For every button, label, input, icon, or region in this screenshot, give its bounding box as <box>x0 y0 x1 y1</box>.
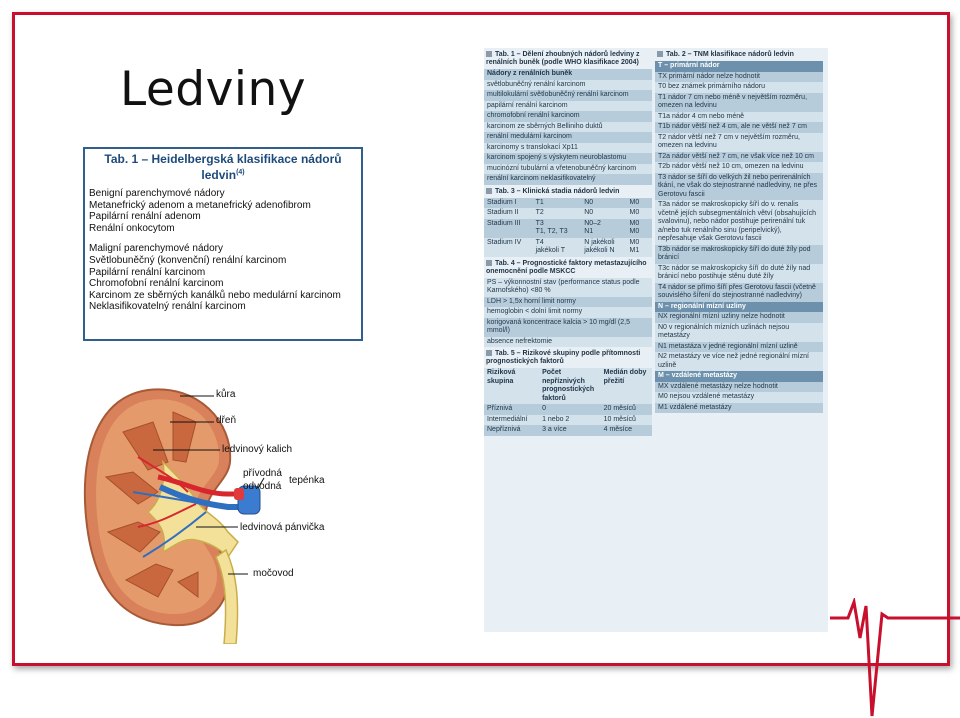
tab5-row <box>484 415 652 426</box>
benign-item: Papilární renální adenom <box>89 211 201 223</box>
tab1-row: karcinom ze sběrných Belliniho duktů <box>484 122 652 133</box>
heidelberg-title: Tab. 1 – Heidelbergská klasifikace nádorů ledvin$^{(4)}$ <box>104 152 342 182</box>
tab3-row-cell: Stadium I <box>487 198 517 206</box>
tab5-row-cell: 0 <box>542 405 546 412</box>
tab2-t-row: T3 nádor se šíří do velkých žil nebo perirenálních tkání, ne však do stejnostranné nadledviny, ne přes Gerotovu fascii <box>655 173 823 201</box>
tab2-n-row: N0 v regionálních mízních uzlinách nejsou metastázy <box>655 323 823 342</box>
tab2-t-row: T2b nádor větší než 10 cm, omezen na ledvinu <box>655 162 823 173</box>
label-mocovod: močovod <box>253 568 294 579</box>
tab2-t-row: TX primární nádor nelze hodnotit <box>655 72 823 83</box>
tab1-row: karcinomy s translokací Xp11 <box>484 143 652 154</box>
malign-item: Světlobuněčný (konvenční) renální karcinom <box>89 254 287 266</box>
tab2-t-row: T2a nádor větší než 7 cm, ne však více než 10 cm <box>655 152 823 163</box>
tab3-row-cell: T1 <box>535 198 544 206</box>
tab2-m-row: MX vzdálené metastázy nelze hodnotit <box>655 382 823 393</box>
tab1-header: Nádory z renálních buněk <box>484 69 652 80</box>
tab1-row: mucinózní tubulární a vřetenobuněčný karcinom <box>484 164 652 175</box>
tab2-m-row: M0 nejsou vzdálené metastázy <box>655 392 823 403</box>
tab2-t-row: T0 bez známek primárního nádoru <box>655 82 823 93</box>
tab5-row-cell: Příznivá <box>487 405 513 412</box>
tab1-row: papilární renální karcinom <box>484 101 652 112</box>
tab3-row-cell: M0 M0 <box>629 219 640 235</box>
malign-item: Papilární renální karcinom <box>89 266 206 278</box>
tab2-n-row: NX regionální mízní uzliny nelze hodnotit <box>655 312 823 323</box>
tab3-row-cell: Stadium II <box>487 209 519 216</box>
tab3-row-cell: T2 <box>535 209 544 216</box>
tab2-n-row: N2 metastázy ve více než jedné regionální mízní uzlině <box>655 352 823 371</box>
tables-left-column <box>484 48 652 436</box>
tab1-row: chromofobní renální karcinom <box>484 111 652 122</box>
heidelberg-ref: (4) <box>236 169 245 176</box>
tab2-m-header: M – vzdálené metastázy <box>655 371 823 382</box>
malign-item: Neklasifikovatelný renální karcinom <box>89 301 246 313</box>
tab3-row-cell: Stadium IV <box>487 238 522 246</box>
tab2-t-row: T4 nádor se přímo šíří přes Gerotovu fascii (včetně souvislého šíření do stejnostranné nadledviny) <box>655 283 823 302</box>
tab3-row-cell: M0 <box>629 198 640 206</box>
label-kalich: ledvinový kalich <box>222 444 293 455</box>
tab3-title: Tab. 3 – Klinická stadia nádorů ledvin <box>484 185 652 198</box>
tab5-table <box>484 368 652 436</box>
heidelberg-classification-box <box>83 147 363 341</box>
tab2-t-row: T2 nádor větší než 7 cm v největším rozměru, omezen na ledvinu <box>655 133 823 152</box>
tab1-title: Tab. 1 – Dělení zhoubných nádorů ledviny z renálních buněk (podle WHO klasifikace 2004) <box>486 51 640 66</box>
tab3-row <box>484 238 652 257</box>
tab2-title: Tab. 2 – TNM klasifikace nádorů ledvin <box>655 48 823 61</box>
tab5-row-cell: 1 nebo 2 <box>542 415 570 423</box>
tab5-row <box>484 404 652 415</box>
tab5-row-cell: Intermediální <box>487 415 528 423</box>
label-panvicka: ledvinová pánvička <box>240 522 325 533</box>
malign-item: Karcinom ze sběrných kanálků nebo medulární karcinom <box>89 289 341 301</box>
tab2-m-rows <box>655 382 823 414</box>
tab3-row-cell: T3 T1, T2, T3 <box>535 219 568 235</box>
tab5-header <box>484 368 652 404</box>
tab2-t-row: T1a nádor 4 cm nebo méně <box>655 112 823 123</box>
tab1-row: světlobuněčný renální karcinom <box>484 80 652 91</box>
tab2-t-row: T3a nádor se makroskopicky šíří do v. renalis včetně jejích subsegmentálních větví (obsahujících svalovinu), nebo nádor postihuje perirenální tuk a/nebo tuk renálního sinu (peripelvický), nepřesahuje však Gerotovu fascii <box>655 200 823 245</box>
tab1-row: renální karcinom neklasifikovatelný <box>484 174 652 185</box>
tab4-row: absence nefrektomie <box>484 337 652 348</box>
tab5-row <box>484 425 652 436</box>
kidney-illustration <box>78 382 340 644</box>
label-kura: kůra <box>216 389 236 400</box>
tab5-row-cell: 20 měsíců <box>603 405 636 412</box>
tab2-t-row: T3b nádor se makroskopicky šíří do duté žíly pod bránicí <box>655 245 823 264</box>
tab3-row-cell: M0 <box>629 209 640 216</box>
slide-title: Ledviny <box>120 62 307 117</box>
tab4-row: PS – výkonnostní stav (performance status podle Karnofského) <80 % <box>484 278 652 297</box>
tab4-row: hemoglobin < dolní limit normy <box>484 307 652 318</box>
tab5-row-cell: 10 měsíců <box>603 415 636 423</box>
tab3-row-cell: N0 <box>584 198 594 206</box>
tab1-row: renální medulární karcinom <box>484 132 652 143</box>
tab2-n-header: N – regionální mízní uzliny <box>655 302 823 313</box>
tab3-row-cell: N0 <box>584 209 594 216</box>
tables-right-column <box>655 48 823 413</box>
tab3-row <box>484 219 652 238</box>
benign-heading: Benigní parenchymové nádory <box>89 188 225 199</box>
tables-panel <box>484 48 828 632</box>
tab5-header-cell: Medián doby přežití <box>603 369 647 385</box>
tab5-header-cell: Počet nepříznivých prognostických faktorů <box>542 369 595 402</box>
label-dren: dřeň <box>216 415 237 426</box>
label-odvodna: odvodná <box>243 481 282 492</box>
tab3-row-cell: M0 M1 <box>629 238 640 254</box>
tab3-row-cell: N0–2 N1 <box>584 219 601 235</box>
tab5-row-cell: Nepříznivá <box>487 426 521 433</box>
tab1-row: karcinom spojený s výskytem neuroblastomu <box>484 153 652 164</box>
benign-section <box>85 188 361 234</box>
ecg-line-decoration <box>830 598 960 718</box>
malign-item: Chromofobní renální karcinom <box>89 278 224 290</box>
benign-item: Renální onkocytom <box>89 222 175 234</box>
tab3-row <box>484 208 652 219</box>
tab2-m-row: M1 vzdálené metastázy <box>655 403 823 414</box>
label-privodna: přívodná <box>243 468 282 479</box>
tab4-row: LDH > 1,5x horní limit normy <box>484 297 652 308</box>
tab3-row-cell: Stadium III <box>487 219 521 227</box>
tab5-header-cell: Riziková skupina <box>487 369 516 385</box>
malign-heading: Maligní parenchymové nádory <box>89 243 223 255</box>
benign-item: Metanefrický adenom a metanefrický adenofibrom <box>89 199 311 211</box>
tab1-row: multilokulární světlobuněčný renální karcinom <box>484 90 652 101</box>
tab2-t-row: T3c nádor se makroskopicky šíří do duté žíly nad bránicí nebo postihuje stěnu duté žíly <box>655 264 823 283</box>
label-tepenka: tepénka <box>289 475 325 486</box>
tab3-row-cell: T4 jakékoli T <box>535 238 566 254</box>
tab5-title: Tab. 5 – Rizikové skupiny podle přítomnosti prognostických faktorů <box>486 350 641 365</box>
tab2-t-rows <box>655 72 823 302</box>
tab4-row: korigovaná koncentrace kalcia > 10 mg/dl (2,5 mmol/l) <box>484 318 652 337</box>
tab3-table <box>484 198 652 257</box>
tab2-n-row: N1 metastáza v jedné regionální mízní uzlině <box>655 342 823 353</box>
tab5-row-cell: 4 měsíce <box>603 426 633 433</box>
malign-section <box>85 243 361 313</box>
tab2-t-row: T1 nádor 7 cm nebo méně v největším rozměru, omezen na ledvinu <box>655 93 823 112</box>
tab3-row <box>484 198 652 209</box>
tab2-t-header: T – primární nádor <box>655 61 823 72</box>
kidney-drawing <box>78 382 340 644</box>
tab4-title: Tab. 4 – Prognostické faktory metastazujícího onemocnění podle MSKCC <box>486 259 647 275</box>
tab2-n-rows <box>655 312 823 371</box>
tab3-row-cell: N jakékoli jakékoli N <box>584 238 615 254</box>
tab5-row-cell: 3 a více <box>542 426 567 433</box>
tab2-t-row: T1b nádor větší než 4 cm, ale ne větší než 7 cm <box>655 122 823 133</box>
